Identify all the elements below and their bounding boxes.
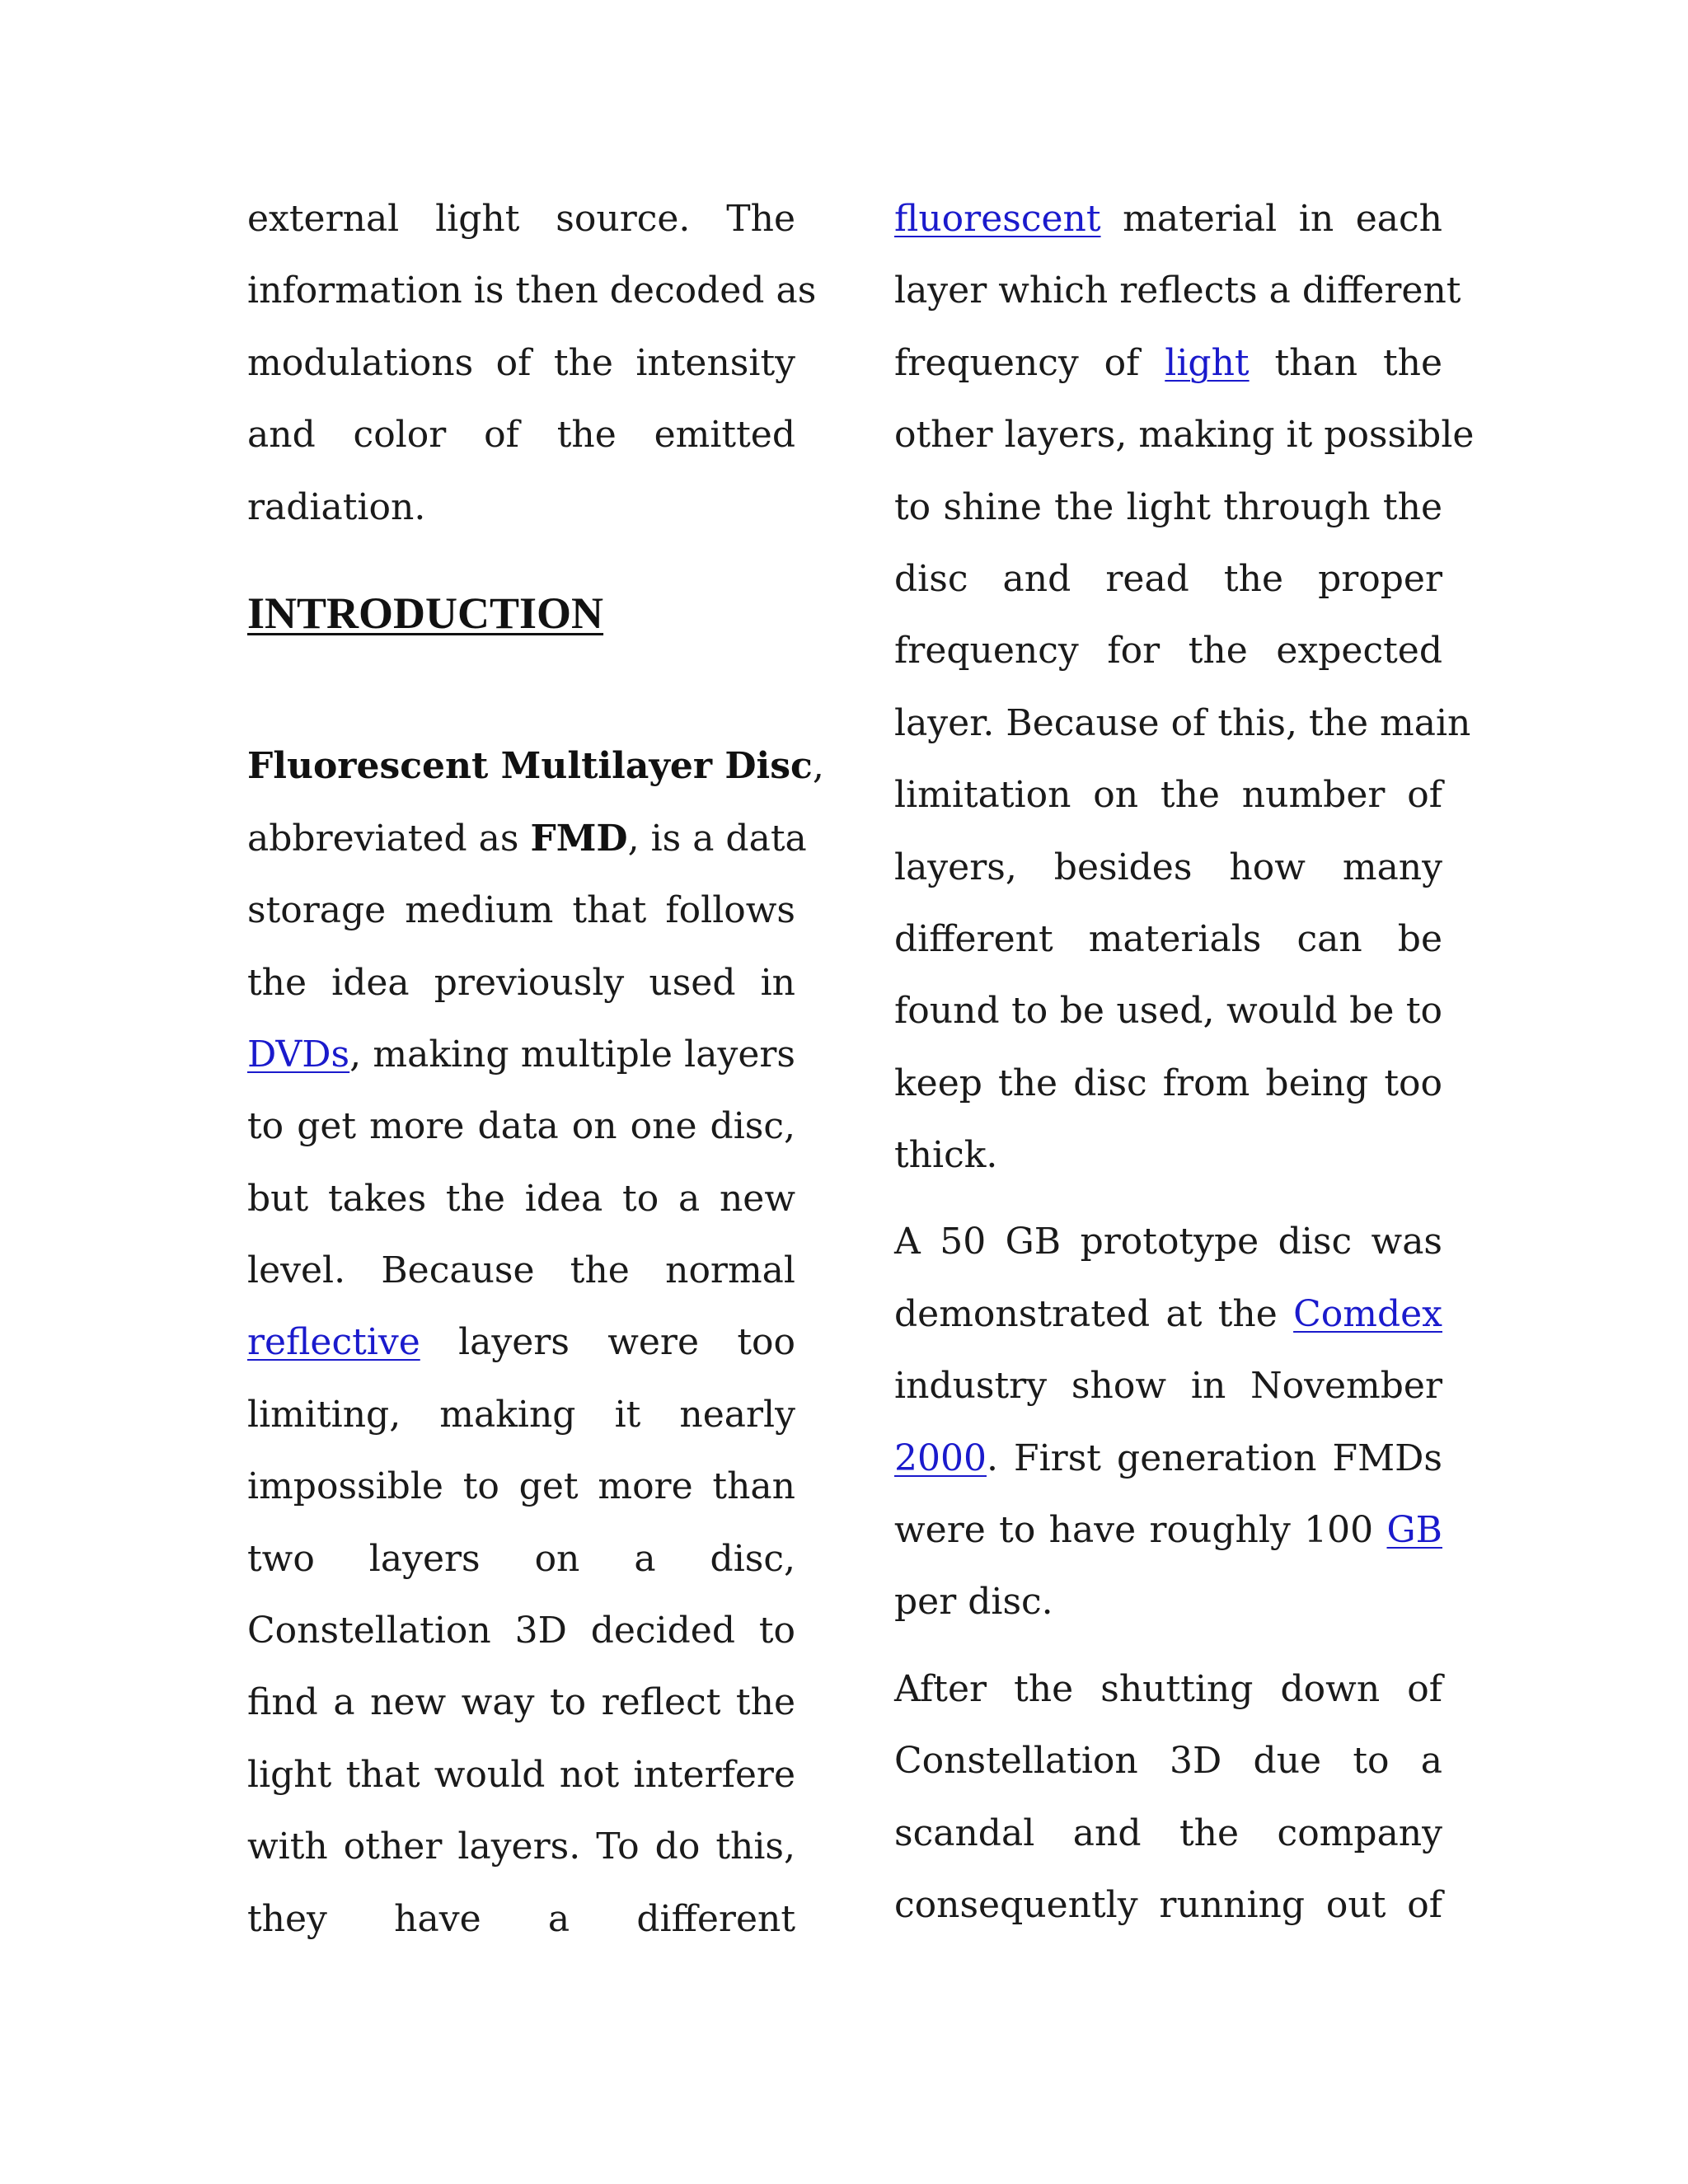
text-span: ,	[812, 745, 824, 788]
text-span: than the	[1249, 341, 1442, 384]
text-line: level. Because the normal	[247, 1249, 795, 1292]
text-line: disc and read the proper	[894, 557, 1442, 600]
fluorescent-link[interactable]: fluorescent	[894, 198, 1101, 240]
dvds-link[interactable]: DVDs	[247, 1033, 350, 1076]
text-line: After the shutting down of	[894, 1667, 1442, 1710]
text-line: information is then decoded as	[247, 269, 817, 312]
left-column	[247, 183, 824, 1955]
gb-link[interactable]: GB	[1386, 1509, 1442, 1552]
section-heading: INTRODUCTION	[247, 588, 604, 638]
reflective-link[interactable]: reflective	[247, 1321, 420, 1364]
text-line	[247, 1306, 795, 1378]
year-2000-link[interactable]: 2000	[894, 1436, 987, 1479]
text-line: to shine the light through the	[894, 485, 1442, 528]
text-span: were to have roughly 100	[894, 1509, 1387, 1552]
text-line	[247, 1019, 795, 1090]
text-line: the idea previously used in	[247, 961, 795, 1004]
text-line: frequency for the expected	[894, 630, 1442, 673]
text-span: abbreviated as	[247, 817, 531, 860]
comdex-link[interactable]: Comdex	[1293, 1292, 1442, 1335]
text-line: found to be used, would be to	[894, 990, 1442, 1033]
text-span: demonstrated at the	[894, 1292, 1294, 1335]
text-line: they have a different	[247, 1897, 795, 1940]
text-line: layer. Because of this, the main	[894, 701, 1471, 744]
text-line: other layers, making it possible	[894, 414, 1475, 457]
text-line: consequently running out of	[894, 1883, 1442, 1926]
bold-term: FMD	[530, 817, 628, 860]
text-line: find a new way to reflect the	[247, 1681, 795, 1724]
text-line: scandal and the company	[894, 1811, 1442, 1854]
text-line	[247, 803, 807, 874]
text-line: impossible to get more than	[247, 1465, 795, 1508]
text-line: radiation.	[247, 485, 426, 528]
text-line: modulations of the intensity	[247, 341, 795, 384]
text-line: with other layers. To do this,	[247, 1825, 795, 1868]
text-line: A 50 GB prototype disc was	[894, 1221, 1442, 1263]
text-line: but takes the idea to a new	[247, 1177, 795, 1220]
text-line: storage medium that follows	[247, 889, 795, 932]
text-span: material in each	[1100, 198, 1442, 240]
text-line	[894, 183, 1442, 255]
right-column	[894, 183, 1475, 1941]
text-line	[894, 327, 1442, 399]
text-line: external light source. The	[247, 198, 795, 240]
text-line: and color of the emitted	[247, 414, 795, 457]
light-link[interactable]: light	[1165, 341, 1250, 384]
text-span: , making multiple layers	[349, 1033, 795, 1076]
text-line: light that would not interfere	[247, 1753, 795, 1796]
text-line: to get more data on one disc,	[247, 1105, 795, 1148]
text-span: , is a data	[627, 817, 807, 860]
text-span: frequency of	[894, 341, 1165, 384]
text-line: two layers on a disc,	[247, 1537, 795, 1580]
bold-term: Fluorescent Multilayer Disc	[247, 745, 813, 788]
text-span: layers were too	[420, 1321, 795, 1364]
text-line: industry show in November	[894, 1365, 1442, 1408]
text-line: limitation on the number of	[894, 774, 1442, 817]
text-line	[894, 1278, 1442, 1350]
text-line: different materials can be	[894, 917, 1442, 960]
text-line	[894, 1422, 1442, 1494]
text-line: keep the disc from being too	[894, 1062, 1442, 1104]
text-line: thick.	[894, 1134, 998, 1177]
text-line: limiting, making it nearly	[247, 1393, 795, 1436]
text-line: per disc.	[894, 1581, 1053, 1624]
text-line: Constellation 3D decided to	[247, 1610, 795, 1652]
text-span: . First generation FMDs	[986, 1436, 1442, 1479]
text-line: Constellation 3D due to a	[894, 1740, 1442, 1783]
text-line	[894, 1494, 1442, 1566]
text-line: layer which reflects a different	[894, 269, 1461, 312]
text-line: layers, besides how many	[894, 846, 1442, 888]
text-line	[247, 730, 824, 802]
